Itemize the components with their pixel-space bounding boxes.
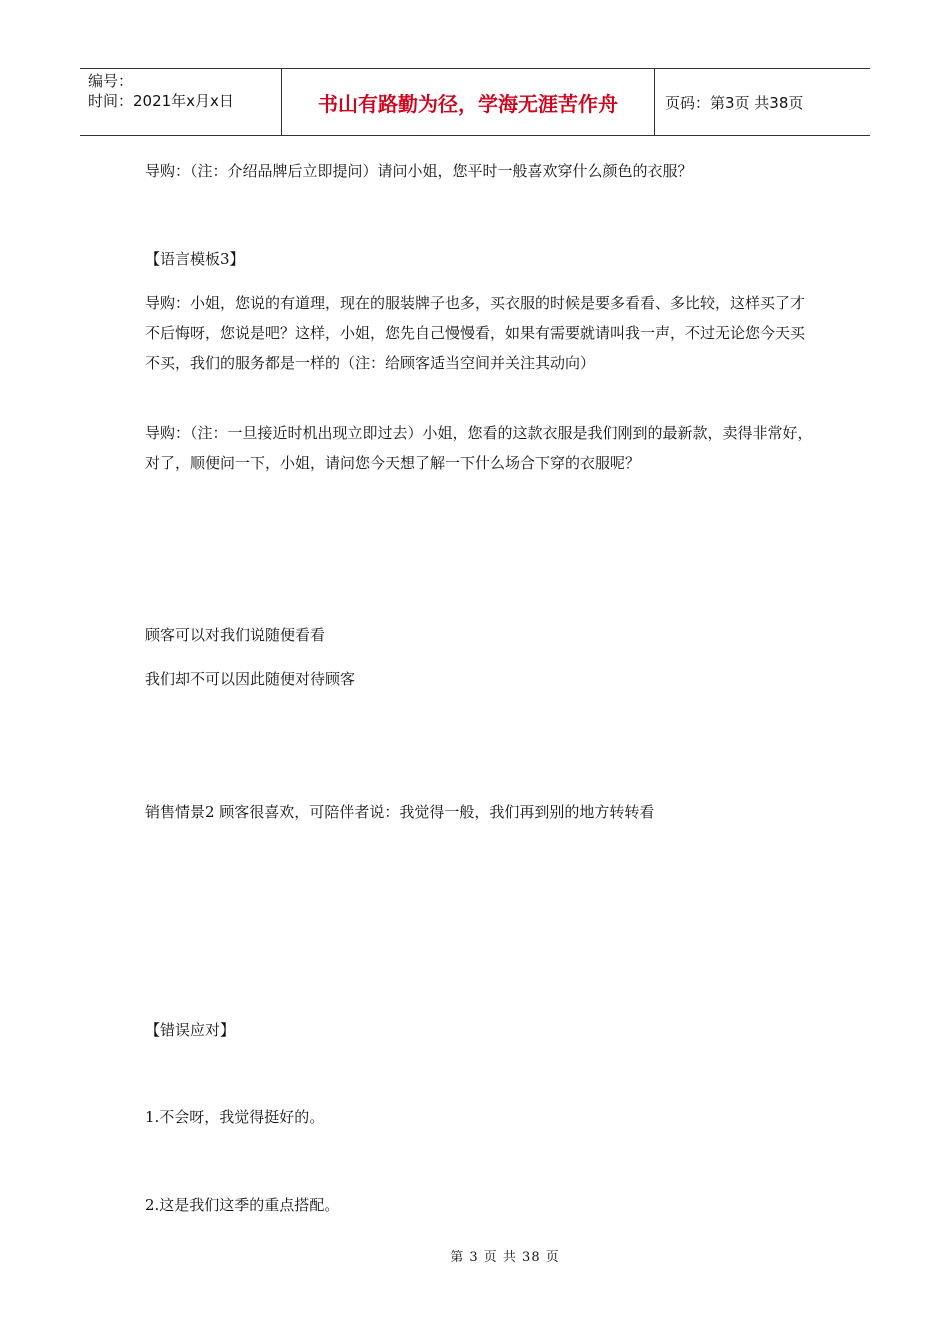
header-meta	[80, 69, 282, 135]
section-heading-template-3: 【语言模板3】	[145, 250, 245, 268]
section-heading-wrong-response: 【错误应对】	[145, 1021, 236, 1039]
list-item-2: 2.这是我们这季的重点搭配。	[145, 1196, 340, 1214]
paragraph-1: 导购：（注：介绍品牌后立即提问）请问小姐，您平时一般喜欢穿什么颜色的衣服？	[145, 162, 693, 180]
footer-page-number: 第 3 页 共 38 页	[450, 1250, 560, 1265]
page-footer	[0, 1246, 950, 1265]
date-label: 时间：2021年x月x日	[88, 92, 234, 110]
scenario-2-heading: 销售情景2 顾客很喜欢，可陪伴者说：我觉得一般，我们再到别的地方转转看	[145, 803, 655, 821]
code-label: 编号：	[88, 72, 134, 90]
paragraph-5: 顾客可以对我们说随便看看	[145, 626, 326, 644]
list-item-1: 1.不会呀，我觉得挺好的。	[145, 1108, 325, 1126]
paragraph-4: 导购：（注：一旦接近时机出现立即过去）小姐，您看的这款衣服是我们刚到的最新款，卖得非常好，对了，顺便问一下，小姐，请问您今天想了解一下什么场合下穿的衣服呢？	[145, 424, 813, 472]
paragraph-6: 我们却不可以因此随便对待顾客	[145, 670, 356, 688]
page-header	[80, 68, 870, 136]
paragraph-3: 导购：小姐，您说的有道理，现在的服装牌子也多，买衣服的时候是要多看看、多比较，这样买了才不后悔呀，您说是吧？这样，小姐，您先自己慢慢看，如果有需要就请叫我一声，不过无论您今天买不买，我们的服务都是一样的（注：给顾客适当空间并关注其动向）	[145, 294, 806, 372]
header-motto: 书山有路勤为径，学海无涯苦作舟	[282, 69, 655, 135]
header-page-info: 页码：第3页 共38页	[665, 93, 804, 112]
